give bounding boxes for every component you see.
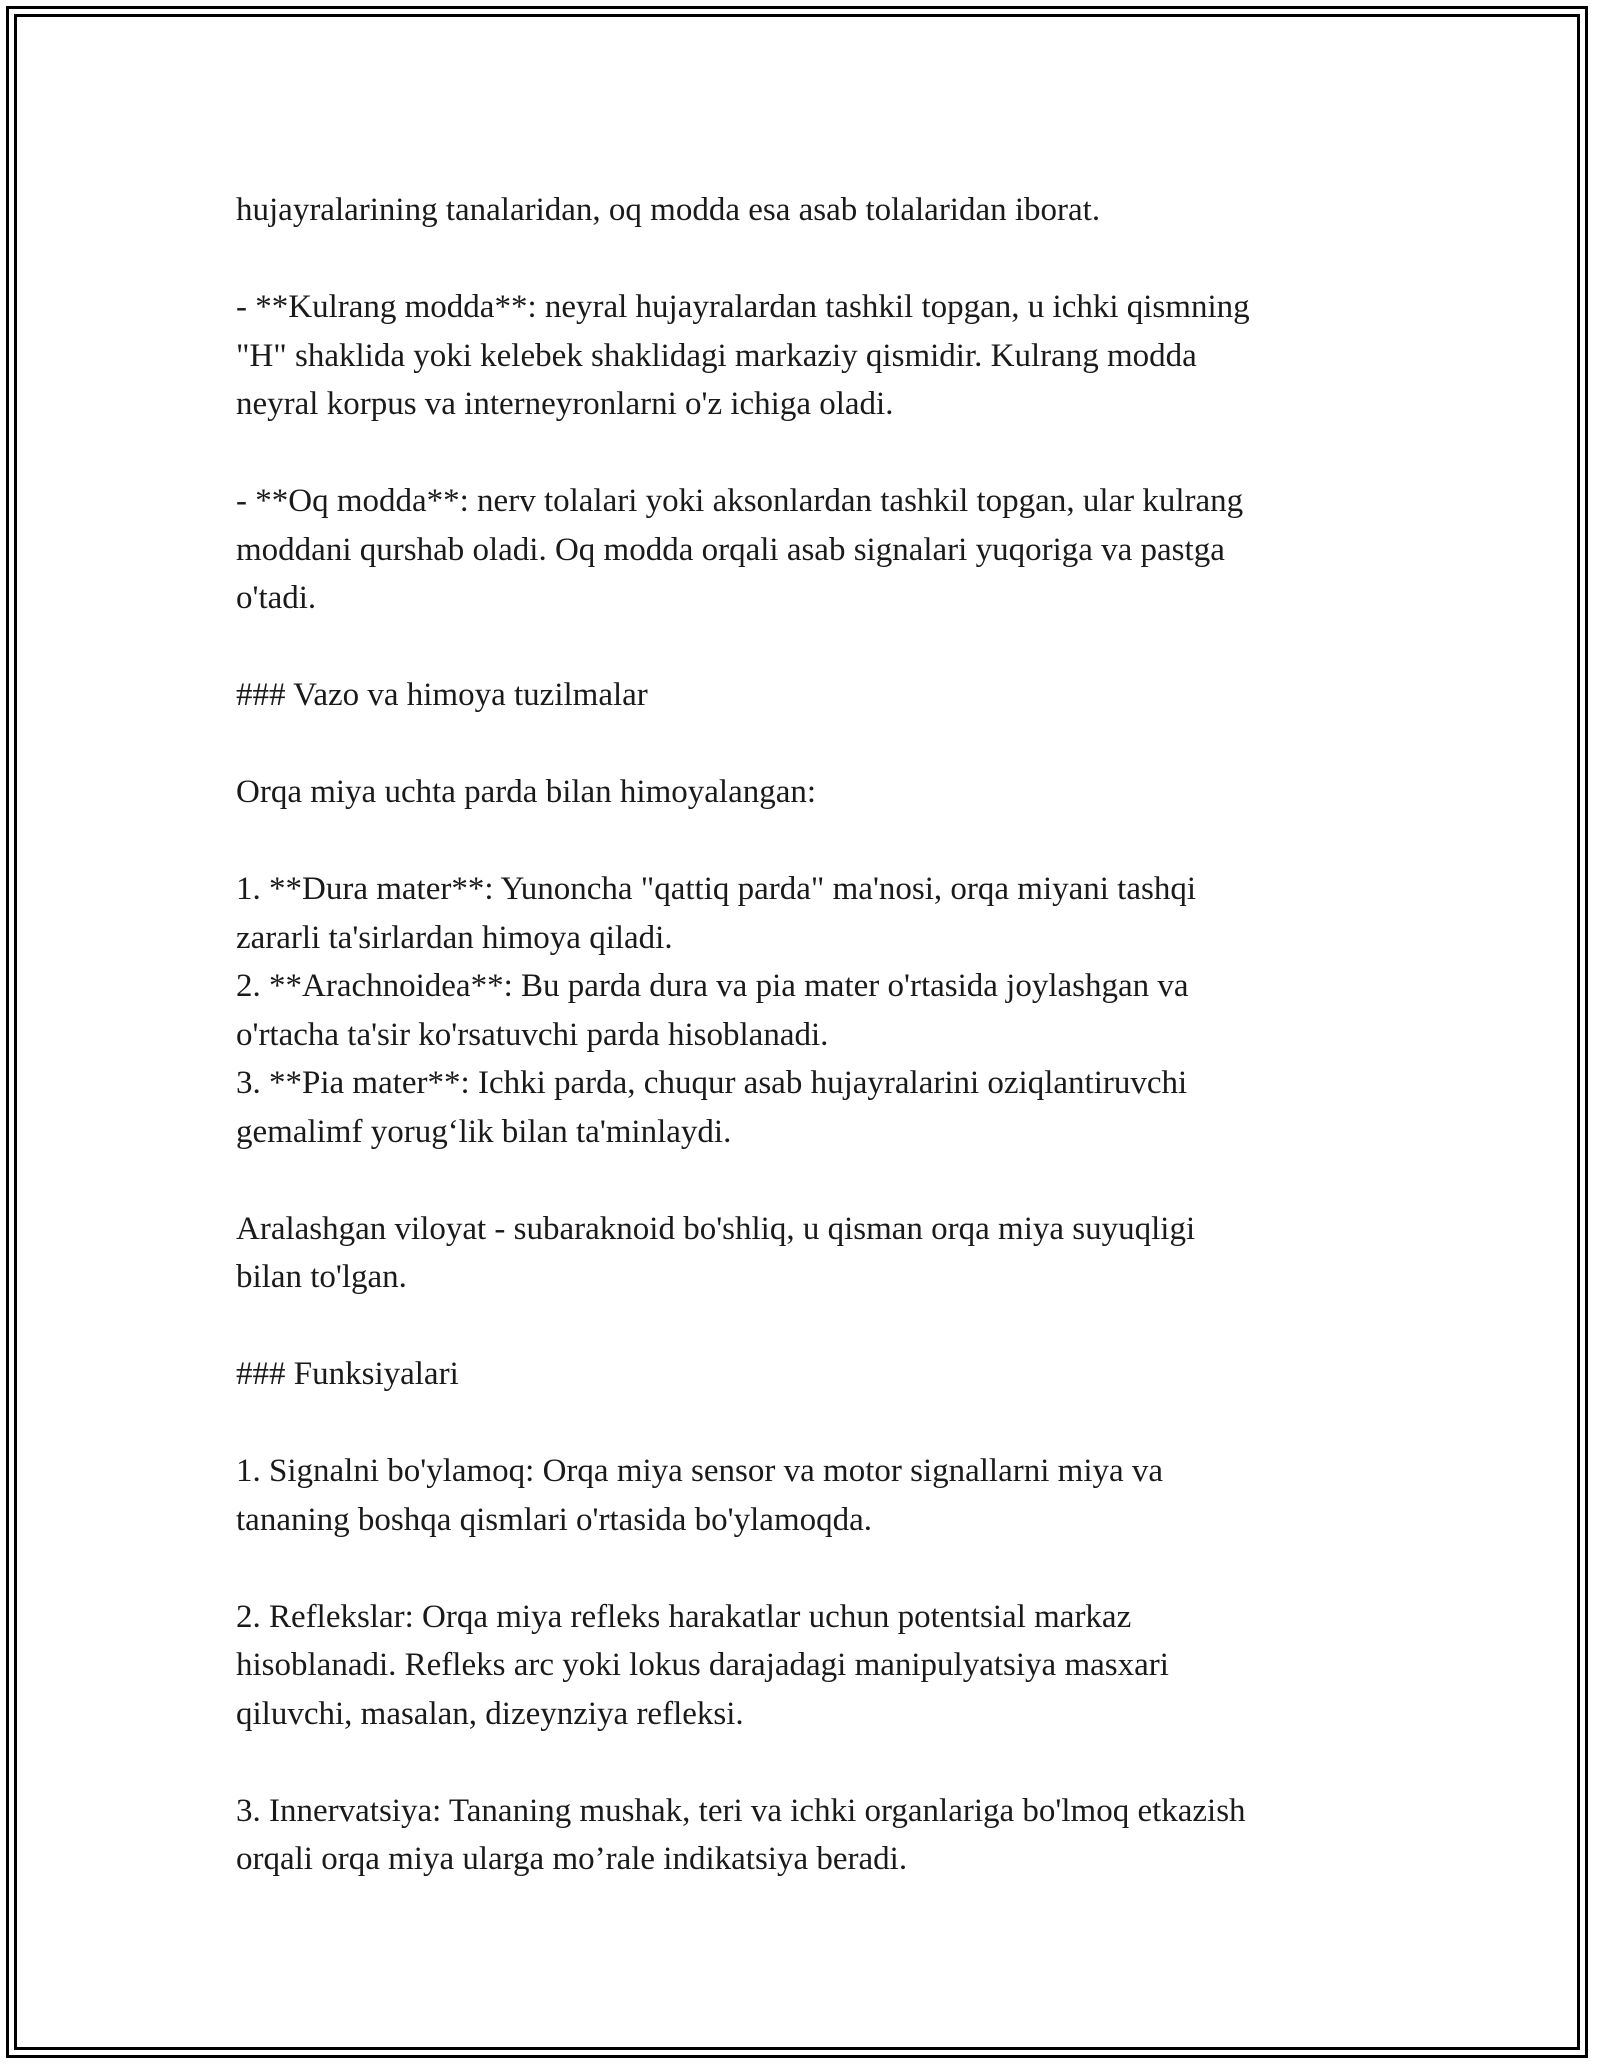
- section-heading: ### Funksiyalari: [236, 1356, 459, 1392]
- text-line: bilan to'lgan.: [236, 1259, 407, 1295]
- list-item: qiluvchi, masalan, dizeynziya refleksi.: [236, 1695, 744, 1732]
- list-item: orqali orqa miya ularga mo’rale indikatsiya beradi.: [236, 1841, 908, 1877]
- list-item: o'rtacha ta'sir ko'rsatuvchi parda hisoblanadi.: [236, 1016, 829, 1053]
- text-line: Aralashgan viloyat - subaraknoid bo'shliq, u qisman orqa miya suyuqligi: [236, 1210, 1196, 1247]
- list-item: 2. Reflekslar: Orqa miya refleks harakatlar uchun potentsial markaz: [236, 1598, 1132, 1635]
- list-item: tananing boshqa qismlari o'rtasida bo'ylamoqda.: [236, 1501, 873, 1538]
- text-line: "H" shaklida yoki kelebek shaklidagi markaziy qismidir. Kulrang modda: [236, 337, 1197, 374]
- document-body: [236, 186, 1376, 1884]
- list-item: 3. **Pia mater**: Ichki parda, chuqur asab hujayralarini oziqlantiruvchi: [236, 1065, 1188, 1101]
- text-line: - **Oq modda**: nerv tolalari yoki aksonlardan tashkil topgan, ular kulrang: [236, 483, 1244, 519]
- text-line: hujayralarining tanalaridan, oq modda esa asab tolalaridan iborat.: [236, 192, 1101, 228]
- list-item: 2. **Arachnoidea**: Bu parda dura va pia mater o'rtasida joylashgan va: [236, 968, 1189, 1004]
- section-heading: ### Vazo va himoya tuzilmalar: [236, 677, 648, 713]
- list-item: zararli ta'sirlardan himoya qiladi.: [236, 919, 673, 956]
- list-item: 1. Signalni bo'ylamoq: Orqa miya sensor va motor signallarni miya va: [236, 1453, 1164, 1489]
- list-item: gemalimf yorug‘lik bilan ta'minlaydi.: [236, 1113, 732, 1150]
- list-item: 1. **Dura mater**: Yunoncha "qattiq parda" ma'nosi, orqa miyani tashqi: [236, 871, 1197, 907]
- list-item: 3. Innervatsiya: Tananing mushak, teri va ichki organlariga bo'lmoq etkazish: [236, 1792, 1246, 1829]
- list-item: hisoblanadi. Refleks arc yoki lokus darajadagi manipulyatsiya masxari: [236, 1647, 1169, 1683]
- text-line: neyral korpus va interneyronlarni o'z ichiga oladi.: [236, 386, 894, 422]
- text-line: moddani qurshab oladi. Oq modda orqali asab signalari yuqoriga va pastga: [236, 531, 1225, 568]
- text-line: Orqa miya uchta parda bilan himoyalangan:: [236, 774, 817, 810]
- text-line: o'tadi.: [236, 580, 317, 616]
- text-line: - **Kulrang modda**: neyral hujayralardan tashkil topgan, u ichki qismning: [236, 289, 1250, 325]
